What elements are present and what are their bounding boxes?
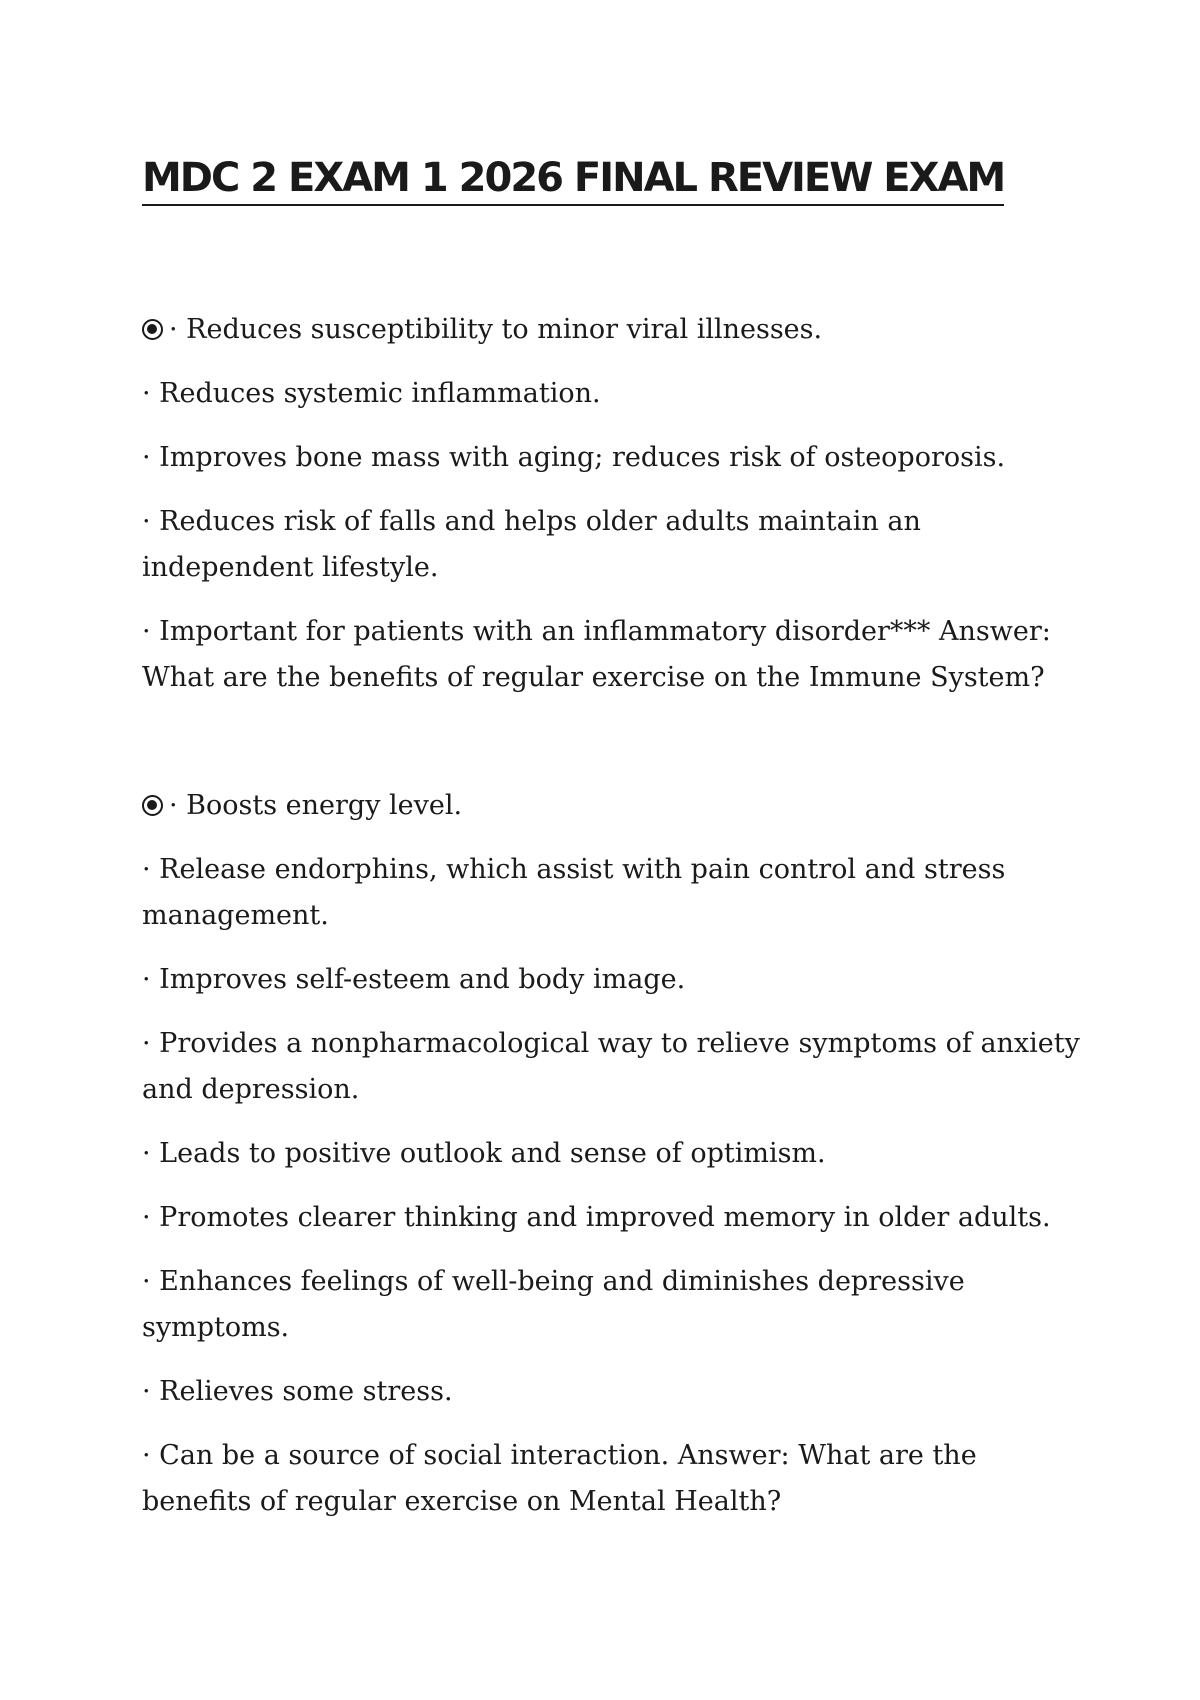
qa-block-immune-system (142, 307, 1082, 701)
document-content (142, 307, 1082, 1543)
list-item: · Enhances feelings of well-being and diminishes depressive symptoms. (142, 1266, 965, 1343)
list-item: · Important for patients with an inflammatory disorder*** Answer: What are the benefits of regular exercise on the Immune System? (142, 616, 1051, 693)
list-item: · Reduces systemic inflammation. (142, 378, 601, 409)
radio-filled-icon (142, 319, 163, 340)
document-title: MDC 2 EXAM 1 2026 FINAL REVIEW EXAM (142, 158, 1004, 206)
list-item: · Release endorphins, which assist with pain control and stress management. (142, 854, 1006, 931)
list-item (142, 783, 1082, 829)
list-item: · Reduces risk of falls and helps older adults maintain an independent lifestyle. (142, 506, 921, 583)
list-item: · Can be a source of social interaction. Answer: What are the benefits of regular exercise on Mental Health? (142, 1440, 977, 1517)
list-item: · Leads to positive outlook and sense of optimism. (142, 1138, 826, 1169)
radio-filled-icon (142, 795, 163, 816)
list-item: · Relieves some stress. (142, 1376, 453, 1407)
list-item-text: · Reduces susceptibility to minor viral illnesses. (169, 314, 823, 345)
list-item: · Improves self-esteem and body image. (142, 964, 686, 995)
list-item (142, 307, 1082, 353)
list-item-text: · Boosts energy level. (169, 790, 463, 821)
qa-block-mental-health (142, 783, 1082, 1525)
list-item: · Provides a nonpharmacological way to relieve symptoms of anxiety and depression. (142, 1028, 1080, 1105)
list-item: · Promotes clearer thinking and improved memory in older adults. (142, 1202, 1051, 1233)
list-item: · Improves bone mass with aging; reduces risk of osteoporosis. (142, 442, 1006, 473)
